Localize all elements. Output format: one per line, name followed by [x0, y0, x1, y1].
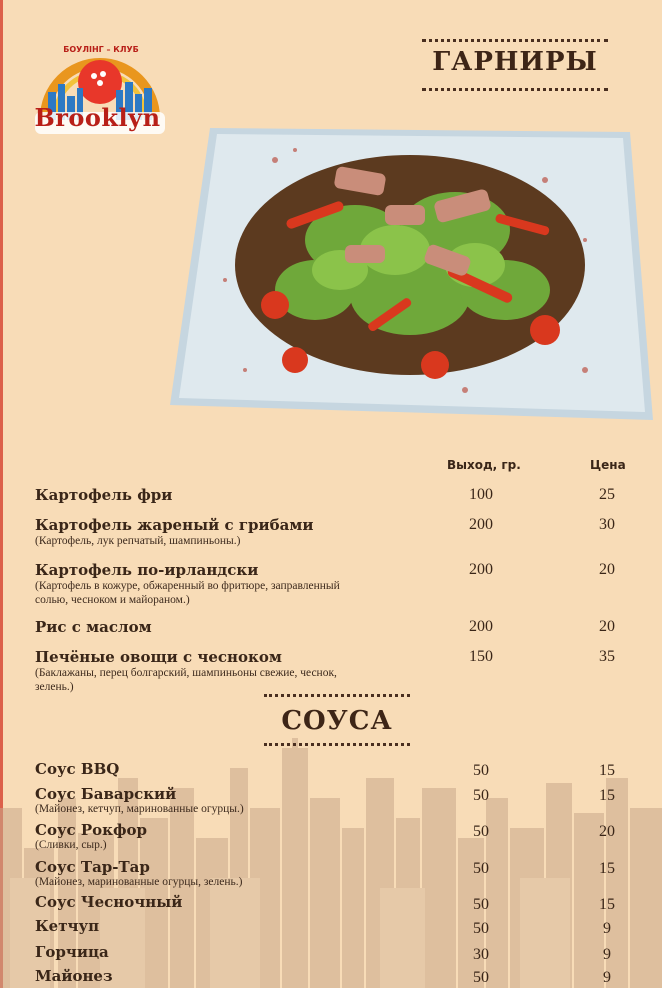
menu-item-price: 25: [599, 486, 615, 503]
club-logo: [20, 30, 180, 145]
sauce-item-weight: 50: [473, 920, 489, 937]
sauce-item-weight: 50: [473, 762, 489, 779]
sauce-item-price: 9: [603, 920, 611, 937]
sauce-item-weight: 50: [473, 860, 489, 877]
sauce-item-name: Майонез: [35, 967, 113, 985]
menu-item-price: 35: [599, 648, 615, 665]
sauce-item-name: Кетчуп: [35, 917, 100, 935]
heading-divider: [264, 694, 410, 697]
menu-item-weight: 100: [469, 486, 493, 503]
menu-item-description: (Картофель, лук репчатый, шампиньоны.): [35, 535, 241, 547]
menu-item: [35, 561, 595, 607]
sauce-item-name: Соус Тар-Тар: [35, 858, 150, 876]
menu-item-price: 20: [599, 561, 615, 578]
sauce-item-name: Горчица: [35, 943, 109, 961]
sauce-item-price: 9: [603, 946, 611, 963]
menu-item-name: Печёные овощи с чесноком: [35, 648, 282, 666]
sauce-item-description: (Сливки, сыр.): [35, 839, 107, 851]
section-title-sauces: СОУСА: [281, 706, 393, 736]
sauce-item-price: 20: [599, 823, 615, 840]
sauce-item-price: 9: [603, 969, 611, 986]
heading-divider: [422, 88, 608, 91]
menu-item-weight: 200: [469, 618, 493, 635]
menu-item: [35, 516, 595, 548]
menu-item-name: Рис с маслом: [35, 618, 152, 636]
sauce-item: [35, 944, 595, 961]
sauce-item-price: 15: [599, 762, 615, 779]
menu-item-weight: 200: [469, 561, 493, 578]
sauce-item: [35, 761, 595, 778]
sauce-item-name: Соус Чесночный: [35, 893, 183, 911]
salad-dish-image: [165, 120, 655, 440]
menu-item-weight: 150: [469, 648, 493, 665]
menu-item-name: Картофель фри: [35, 486, 173, 504]
sauce-item: [35, 894, 595, 911]
column-header-weight: Выход, гр.: [447, 458, 521, 472]
sauce-item: [35, 968, 595, 985]
sauce-item-weight: 50: [473, 823, 489, 840]
sauce-item: [35, 822, 595, 852]
menu-item-weight: 200: [469, 516, 493, 533]
menu-item-description: (Картофель в кожуре, обжаренный во фритюре, заправленный солью, чесноком и майораном.): [35, 580, 340, 606]
sauce-item-weight: 50: [473, 787, 489, 804]
sauce-item: [35, 859, 595, 889]
section-title-garnishes: ГАРНИРЫ: [432, 47, 598, 77]
menu-item-name: Картофель жареный с грибами: [35, 516, 314, 534]
menu-item: [35, 618, 595, 636]
menu-item-price: 30: [599, 516, 615, 533]
menu-item-description: (Баклажаны, перец болгарский, шампиньоны свежие, чеснок, зелень.): [35, 667, 337, 693]
menu-item: [35, 648, 595, 694]
sauce-item-name: Соус BBQ: [35, 760, 120, 778]
logo-brand-name: Brooklyn: [34, 103, 161, 132]
sauce-item: [35, 918, 595, 935]
sauce-item-name: Соус Рокфор: [35, 821, 148, 839]
sauce-item: [35, 786, 595, 816]
sauce-item-description: (Майонез, кетчуп, маринованные огурцы.): [35, 803, 244, 815]
sauce-item-weight: 50: [473, 969, 489, 986]
menu-item-name: Картофель по-ирландски: [35, 561, 259, 579]
menu-item-price: 20: [599, 618, 615, 635]
sauce-item-price: 15: [599, 896, 615, 913]
heading-divider: [422, 39, 608, 42]
sauce-item-description: (Майонез, маринованные огурцы, зелень.): [35, 876, 243, 888]
menu-item: [35, 486, 595, 504]
sauce-item-weight: 50: [473, 896, 489, 913]
column-header-price: Цена: [590, 458, 626, 472]
heading-divider: [264, 743, 410, 746]
sauce-item-price: 15: [599, 860, 615, 877]
sauce-item-price: 15: [599, 787, 615, 804]
sauce-item-name: Соус Баварский: [35, 785, 177, 803]
logo-subtitle: БОУЛІНГ – КЛУБ: [63, 45, 139, 54]
sauce-item-weight: 30: [473, 946, 489, 963]
